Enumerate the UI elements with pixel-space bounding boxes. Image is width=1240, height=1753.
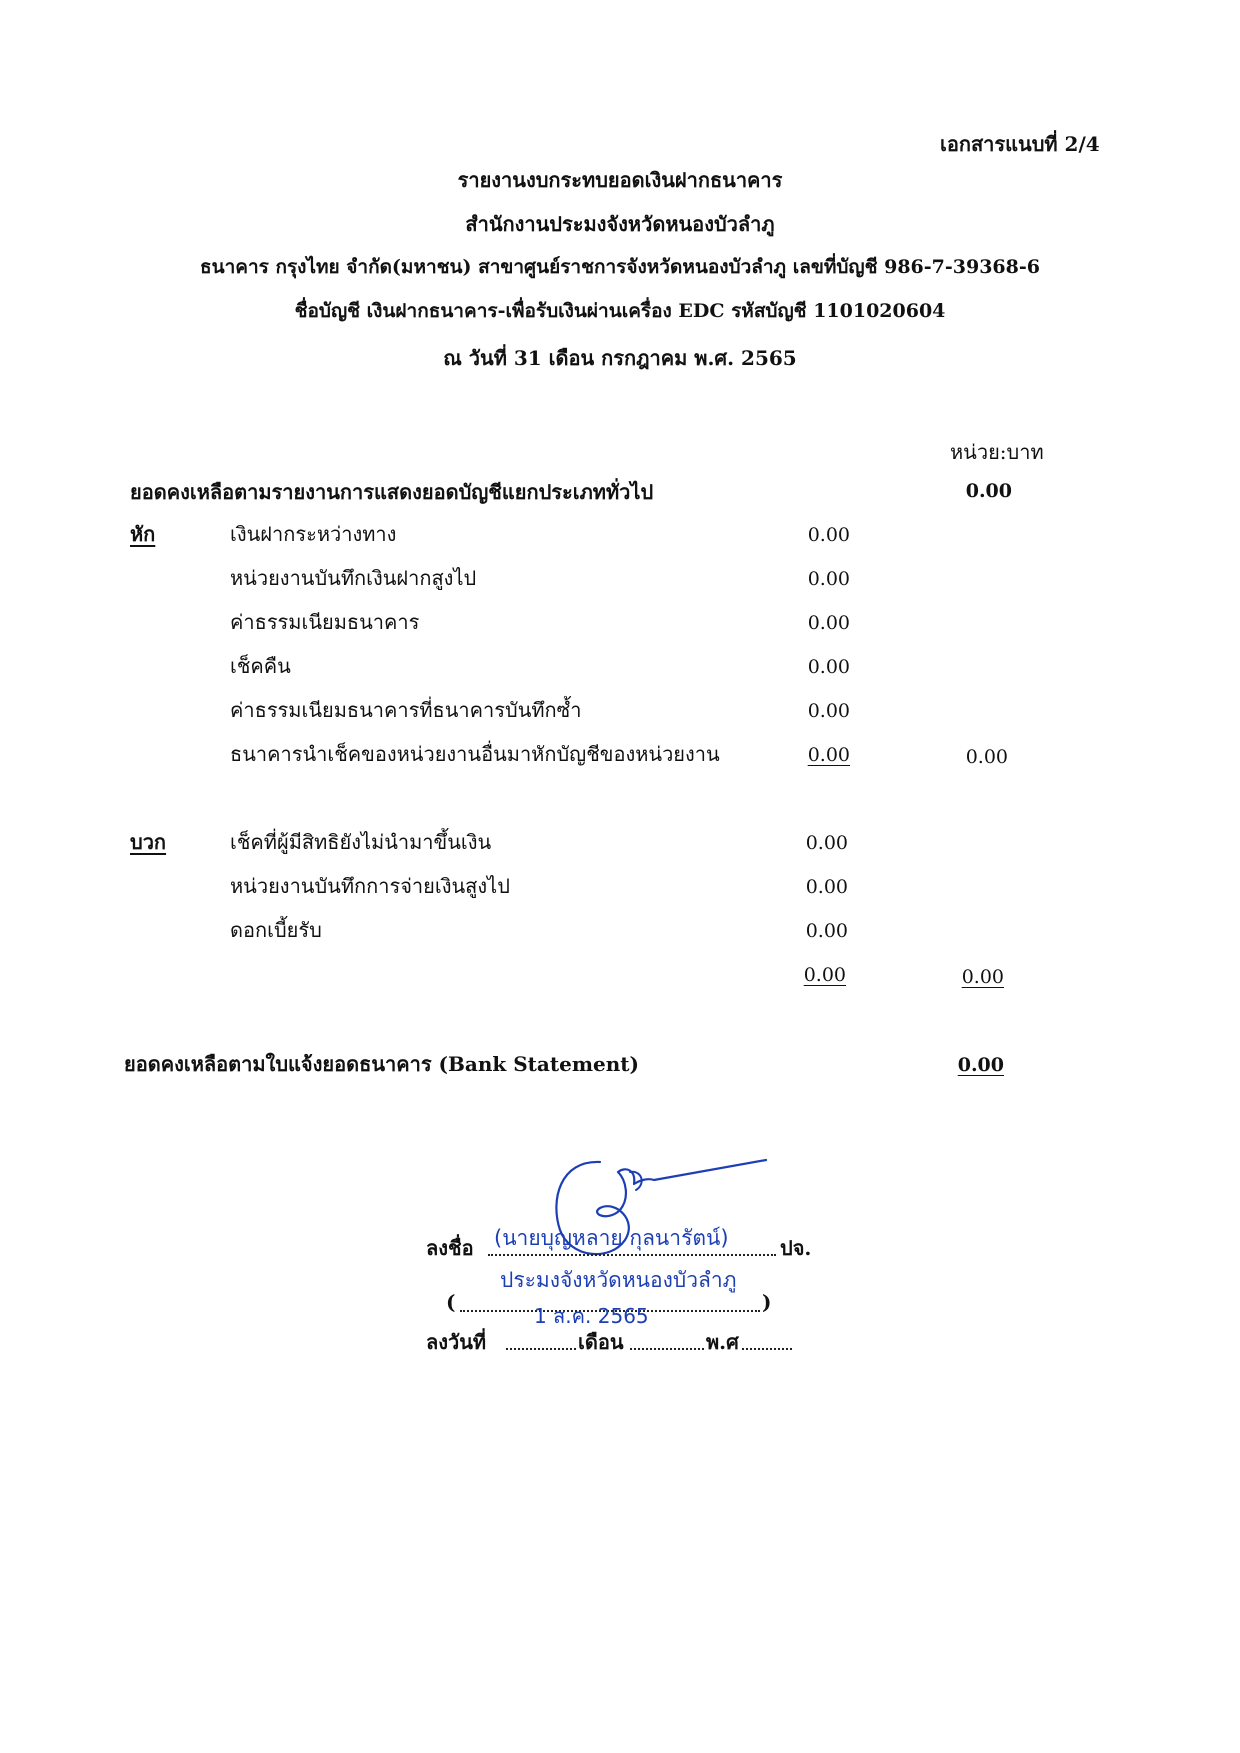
date-label: ลงวันที่: [426, 1330, 487, 1354]
deduction-amount: 0.00: [807, 568, 850, 590]
month-dotted-line: [630, 1326, 704, 1350]
additions-heading: บวก: [130, 830, 167, 854]
addition-amount: 0.00: [805, 920, 848, 942]
open-paren: (: [446, 1290, 456, 1314]
deductions-heading: หัก: [130, 522, 156, 546]
addition-label: หน่วยงานบันทึกการจ่ายเงินสูงไป: [230, 874, 510, 898]
addition-label: ดอกเบี้ยรับ: [230, 918, 322, 942]
sign-date-handwritten: 1 ส.ค. 2565: [534, 1304, 649, 1328]
addition-amount: 0.00: [805, 876, 848, 898]
year-label: พ.ศ: [706, 1330, 739, 1354]
deduction-amount: 0.00: [807, 656, 850, 678]
bank-statement-label: ยอดคงเหลือตามใบแจ้งยอดธนาคาร (Bank Statement): [124, 1052, 639, 1076]
day-dotted-line: [506, 1326, 576, 1350]
deductions-total: 0.00: [965, 746, 1008, 768]
gl-balance-label: ยอดคงเหลือตามรายงานการแสดงยอดบัญชีแยกประเภททั่วไป: [130, 480, 654, 504]
account-name-line: ชื่อบัญชี เงินฝากธนาคาร-เพื่อรับเงินผ่านเครื่อง EDC รหัสบัญชี 1101020604: [294, 300, 946, 322]
bank-statement-amount-value: 0.00: [957, 1054, 1004, 1076]
additions-subtotal-value: 0.00: [803, 964, 846, 986]
addition-amount: 0.00: [805, 832, 848, 854]
bank-account-line: ธนาคาร กรุงไทย จำกัด(มหาชน) สาขาศูนย์ราชการจังหวัดหนองบัวลำภู เลขที่บัญชี 986-7-39368-6: [200, 256, 1040, 278]
additions-total-value: 0.00: [961, 966, 1004, 988]
as-of-date-line: ณ วันที่ 31 เดือน กรกฎาคม พ.ศ. 2565: [443, 346, 797, 370]
bank-statement-amount: [894, 1054, 1004, 1076]
deduction-label: ธนาคารนำเช็คของหน่วยงานอื่นมาหักบัญชีของหน่วยงาน: [230, 742, 720, 766]
deduction-label: ค่าธรรมเนียมธนาคารที่ธนาคารบันทึกซ้ำ: [230, 698, 582, 722]
signer-name-handwritten: (นายบุญหลาย กุลนารัตน์): [494, 1226, 729, 1250]
year-dotted-line: [742, 1326, 792, 1350]
deduction-amount: [740, 744, 850, 766]
report-title: รายงานงบกระทบยอดเงินฝากธนาคาร: [457, 168, 783, 192]
deduction-amount: 0.00: [807, 700, 850, 722]
sign-label: ลงชื่อ: [426, 1236, 474, 1260]
deduction-label: ค่าธรรมเนียมธนาคาร: [230, 610, 420, 634]
office-name: สำนักงานประมงจังหวัดหนองบัวลำภู: [465, 212, 775, 236]
deduction-amount-value: 0.00: [807, 744, 850, 766]
position-abbr: ปจ.: [780, 1236, 812, 1260]
signer-title-handwritten: ประมงจังหวัดหนองบัวลำภู: [500, 1268, 737, 1292]
gl-balance-amount: 0.00: [965, 480, 1012, 502]
deduction-amount: 0.00: [807, 612, 850, 634]
deduction-label: เงินฝากระหว่างทาง: [230, 522, 397, 546]
deduction-label: เช็คคืน: [230, 654, 291, 678]
additions-subtotal: [736, 964, 846, 986]
deduction-amount: 0.00: [807, 524, 850, 546]
close-paren: ): [762, 1290, 772, 1314]
additions-total: [894, 966, 1004, 988]
unit-label: หน่วย:บาท: [950, 440, 1044, 464]
attachment-label: เอกสารแนบที่ 2/4: [940, 132, 1100, 156]
deduction-label: หน่วยงานบันทึกเงินฝากสูงไป: [230, 566, 477, 590]
addition-label: เช็คที่ผู้มีสิทธิยังไม่นำมาขึ้นเงิน: [230, 830, 492, 854]
month-label: เดือน: [578, 1330, 624, 1354]
